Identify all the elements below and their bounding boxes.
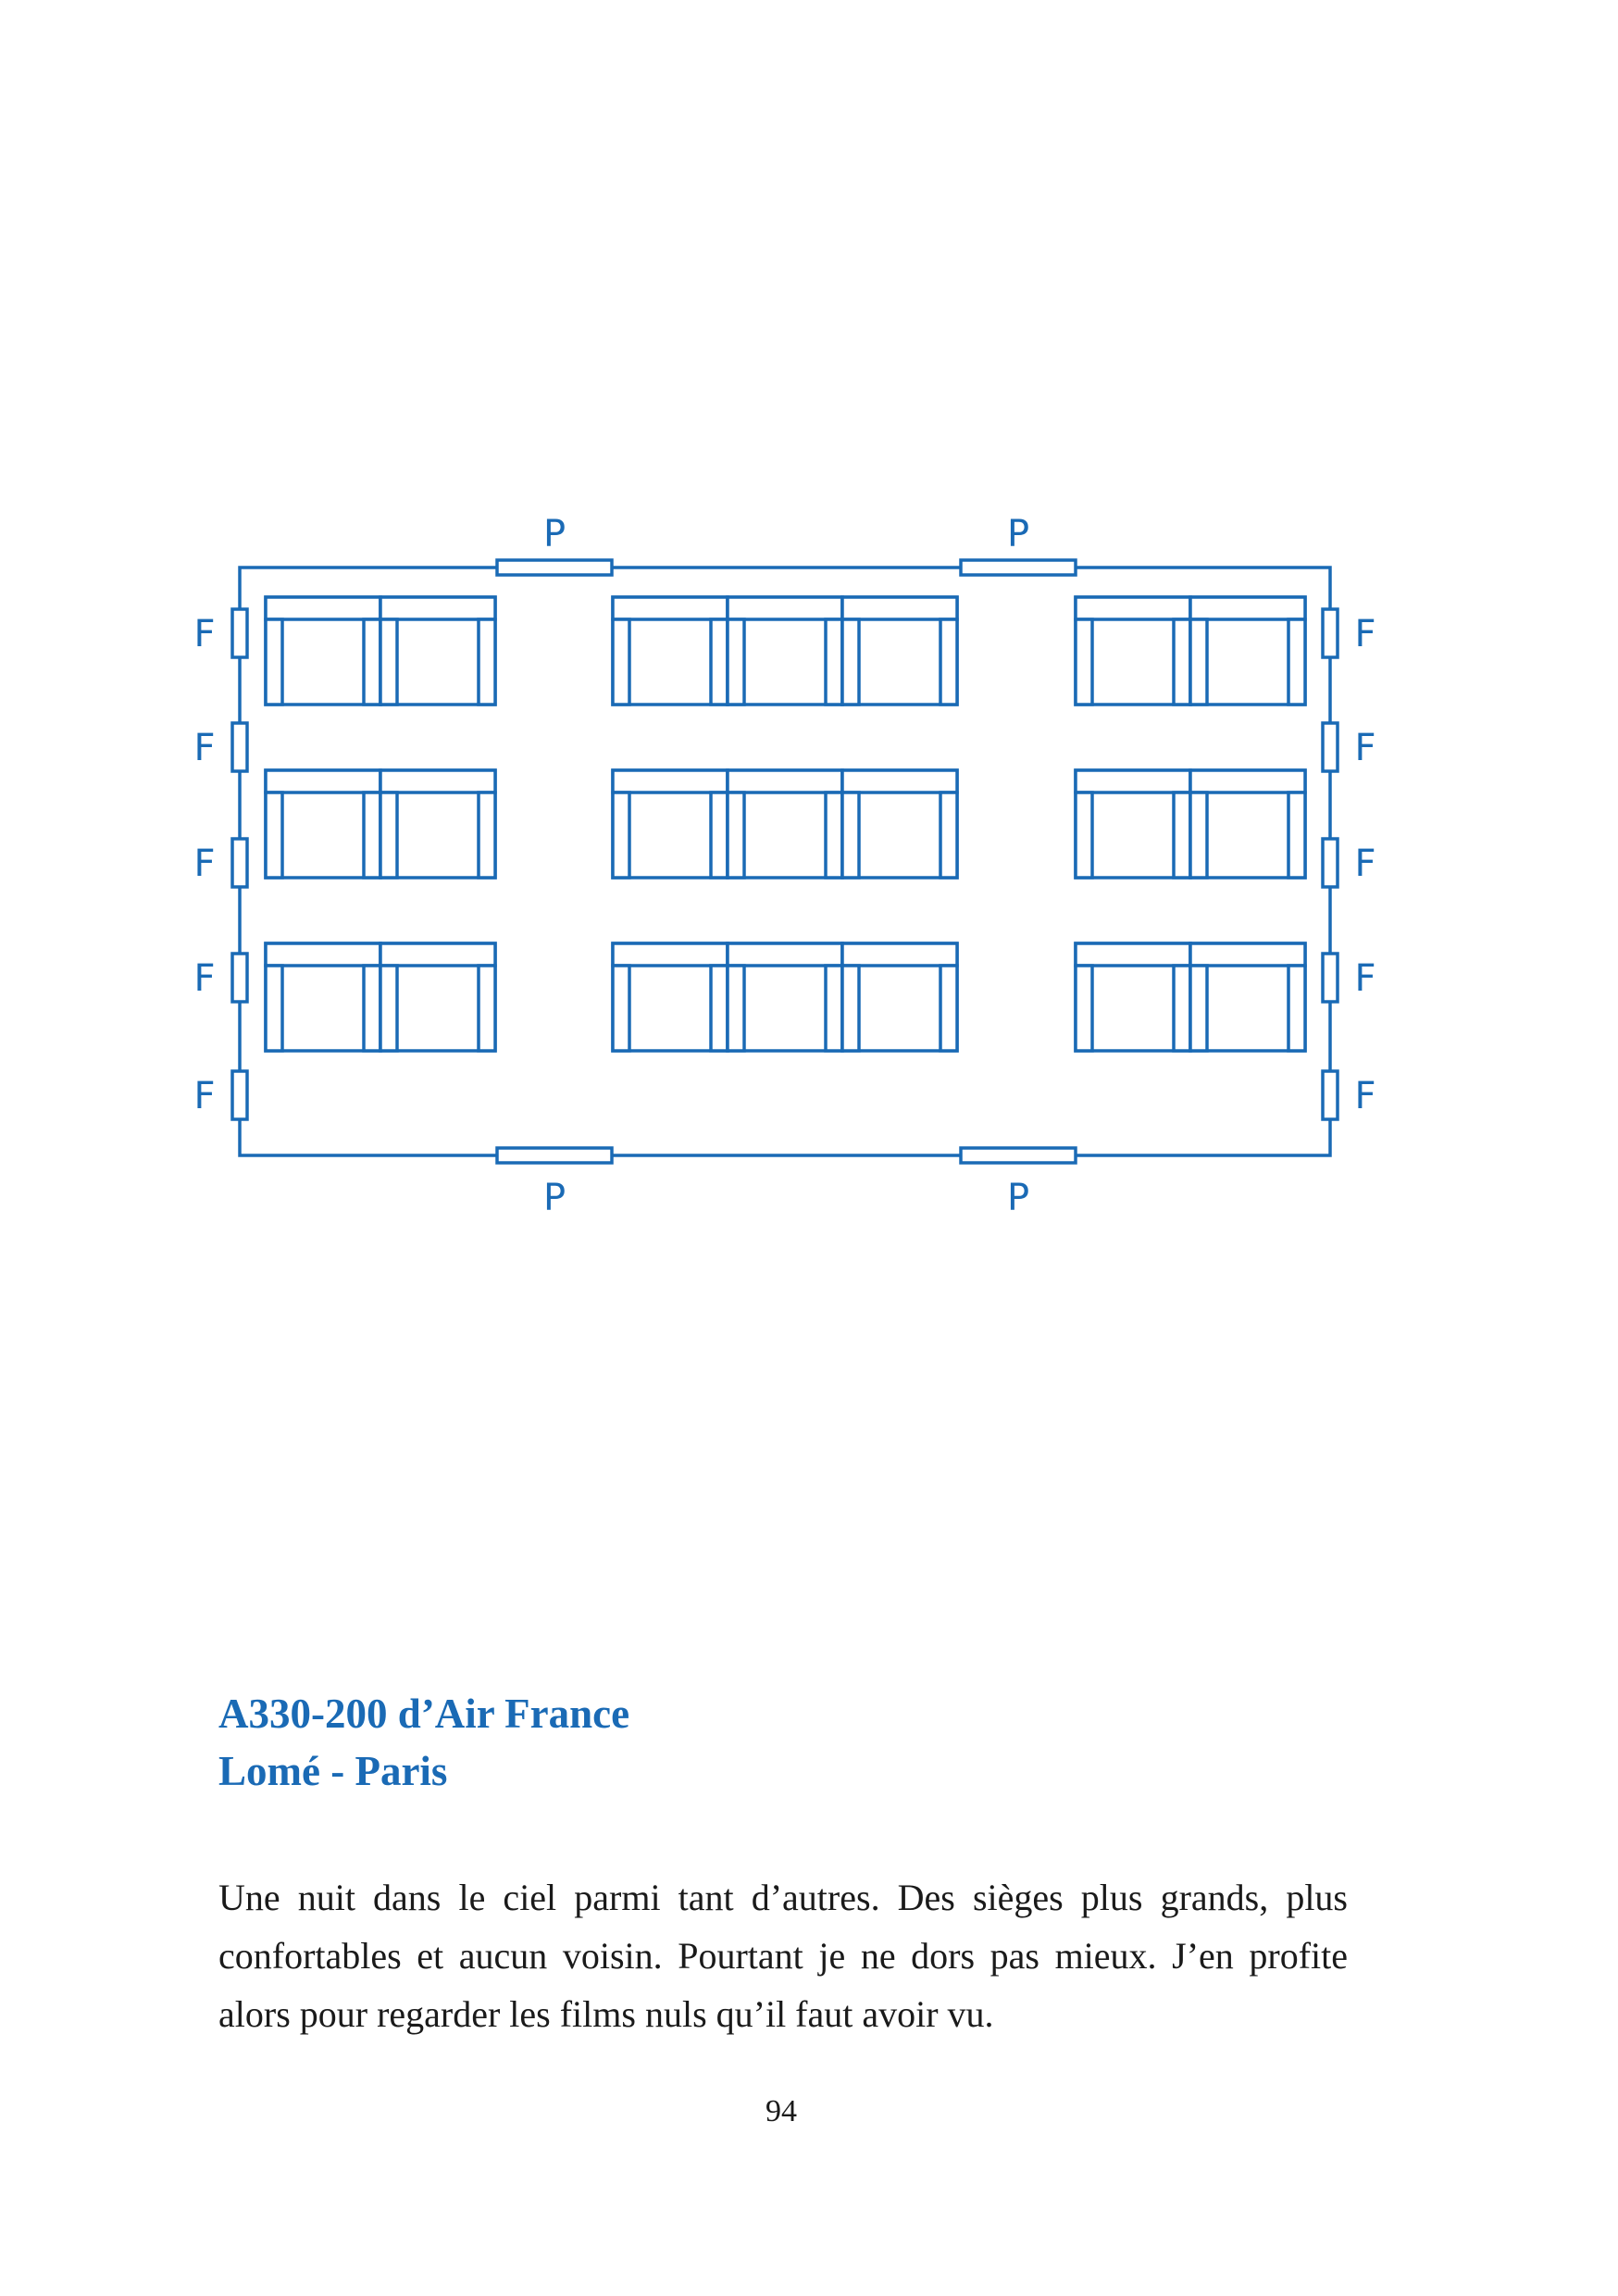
seat-r1-b3-s1-arm-right <box>1174 619 1190 705</box>
seat-r1-b2-s1-arm-right <box>711 619 728 705</box>
window-label-left-4: F <box>193 957 216 1000</box>
seat-r2-b2-s1-arm-left <box>613 792 629 878</box>
seat-r2-b2-s1-back <box>613 770 728 792</box>
seat-r2-b1-s2-arm-left <box>380 792 397 878</box>
door-label-top-2: P <box>1006 513 1030 555</box>
window-right-5 <box>1323 1071 1338 1119</box>
seat-r1-b1-s2-arm-right <box>479 619 495 705</box>
window-label-right-3: F <box>1354 842 1376 885</box>
seat-r1-b1-s1-arm-left <box>266 619 282 705</box>
seat-r2-b2-s3-back <box>842 770 957 792</box>
page-number: 94 <box>765 2094 797 2128</box>
seat-r1-b3-s1-back <box>1076 597 1190 619</box>
seat-r2-b2-s2-arm-right <box>826 792 842 878</box>
seat-r1-b3-s2-arm-left <box>1190 619 1207 705</box>
seat-r1-b1-s1-back <box>266 597 380 619</box>
seat-r1-b2-s2-arm-right <box>826 619 842 705</box>
door-label-bottom-1: P <box>542 1177 566 1219</box>
window-right-3 <box>1323 839 1338 887</box>
seat-r1-b2-s2-arm-left <box>728 619 744 705</box>
seat-r2-b2-s2-arm-left <box>728 792 744 878</box>
seat-r3-b2-s3-arm-left <box>842 966 859 1051</box>
seat-r3-b2-s1-arm-left <box>613 966 629 1051</box>
window-left-3 <box>232 839 247 887</box>
seat-r2-b3-s2-arm-right <box>1288 792 1305 878</box>
seat-r1-b2-s3-arm-left <box>842 619 859 705</box>
seat-r3-b2-s2-back <box>728 943 842 966</box>
seat-r1-b2-s1-back <box>613 597 728 619</box>
seat-r2-b1-s1-arm-right <box>364 792 380 878</box>
seat-r3-b1-s2-arm-left <box>380 966 397 1051</box>
seat-r2-b1-s2-back <box>380 770 495 792</box>
seat-r2-b3-s1-arm-right <box>1174 792 1190 878</box>
route-title: Lomé - Paris <box>218 1748 448 1794</box>
seat-r1-b2-s1-arm-left <box>613 619 629 705</box>
door-top-2 <box>961 560 1076 575</box>
door-bottom-2 <box>961 1148 1076 1163</box>
seat-r3-b2-s1-arm-right <box>711 966 728 1051</box>
window-right-4 <box>1323 954 1338 1002</box>
seat-r2-b2-s3-arm-right <box>940 792 957 878</box>
seat-r2-b3-s1-back <box>1076 770 1190 792</box>
seat-r1-b3-s1-arm-left <box>1076 619 1092 705</box>
window-left-2 <box>232 723 247 771</box>
seat-r3-b2-s3-back <box>842 943 957 966</box>
seat-r3-b1-s1-back <box>266 943 380 966</box>
window-label-left-3: F <box>193 842 216 885</box>
door-top-1 <box>497 560 612 575</box>
window-left-4 <box>232 954 247 1002</box>
door-label-bottom-2: P <box>1006 1177 1030 1219</box>
seat-r2-b3-s2-arm-left <box>1190 792 1207 878</box>
window-label-right-2: F <box>1354 727 1376 769</box>
seat-r3-b3-s2-arm-left <box>1190 966 1207 1051</box>
seat-r3-b1-s1-arm-left <box>266 966 282 1051</box>
door-label-top-1: P <box>542 513 566 555</box>
seat-r3-b2-s1-back <box>613 943 728 966</box>
window-right-2 <box>1323 723 1338 771</box>
seat-r2-b1-s2-arm-right <box>479 792 495 878</box>
seat-r1-b3-s2-back <box>1190 597 1305 619</box>
window-right-1 <box>1323 609 1338 657</box>
window-label-left-5: F <box>193 1075 216 1117</box>
seat-r2-b3-s1-arm-left <box>1076 792 1092 878</box>
seat-r3-b3-s1-arm-left <box>1076 966 1092 1051</box>
seat-r3-b1-s2-arm-right <box>479 966 495 1051</box>
body-paragraph: Une nuit dans le ciel parmi tant d’autres. Des sièges plus grands, plus confortables et aucun voisin. Pourtant je ne dors pas mieux. J’en profite alors pour regarder les films nuls qu’il faut avoir vu. <box>218 1877 1348 2035</box>
seat-r3-b2-s2-arm-left <box>728 966 744 1051</box>
seat-r3-b3-s2-arm-right <box>1288 966 1305 1051</box>
seat-r3-b1-s1-arm-right <box>364 966 380 1051</box>
seat-r3-b2-s3-arm-right <box>940 966 957 1051</box>
seat-r3-b1-s2-back <box>380 943 495 966</box>
door-bottom-1 <box>497 1148 612 1163</box>
window-label-left-2: F <box>193 727 216 769</box>
seat-r1-b2-s2-back <box>728 597 842 619</box>
window-label-left-1: F <box>193 613 216 655</box>
seat-r2-b3-s2-back <box>1190 770 1305 792</box>
seat-r1-b1-s1-arm-right <box>364 619 380 705</box>
seat-r2-b1-s1-arm-left <box>266 792 282 878</box>
window-left-5 <box>232 1071 247 1119</box>
caption-title <box>218 1685 629 1800</box>
window-left-1 <box>232 609 247 657</box>
seat-r3-b2-s2-arm-right <box>826 966 842 1051</box>
seat-r2-b2-s2-back <box>728 770 842 792</box>
seat-r2-b1-s1-back <box>266 770 380 792</box>
seat-r2-b2-s3-arm-left <box>842 792 859 878</box>
seat-r3-b3-s2-back <box>1190 943 1305 966</box>
seat-r3-b3-s1-arm-right <box>1174 966 1190 1051</box>
seat-r3-b3-s1-back <box>1076 943 1190 966</box>
window-label-right-5: F <box>1354 1075 1376 1117</box>
seat-r1-b1-s2-arm-left <box>380 619 397 705</box>
seat-r1-b1-s2-back <box>380 597 495 619</box>
window-label-right-4: F <box>1354 957 1376 1000</box>
seat-r1-b2-s3-arm-right <box>940 619 957 705</box>
seat-r1-b2-s3-back <box>842 597 957 619</box>
seat-r2-b2-s1-arm-right <box>711 792 728 878</box>
seat-r1-b3-s2-arm-right <box>1288 619 1305 705</box>
aircraft-title: A330-200 d’Air France <box>218 1691 630 1737</box>
window-label-right-1: F <box>1354 613 1376 655</box>
